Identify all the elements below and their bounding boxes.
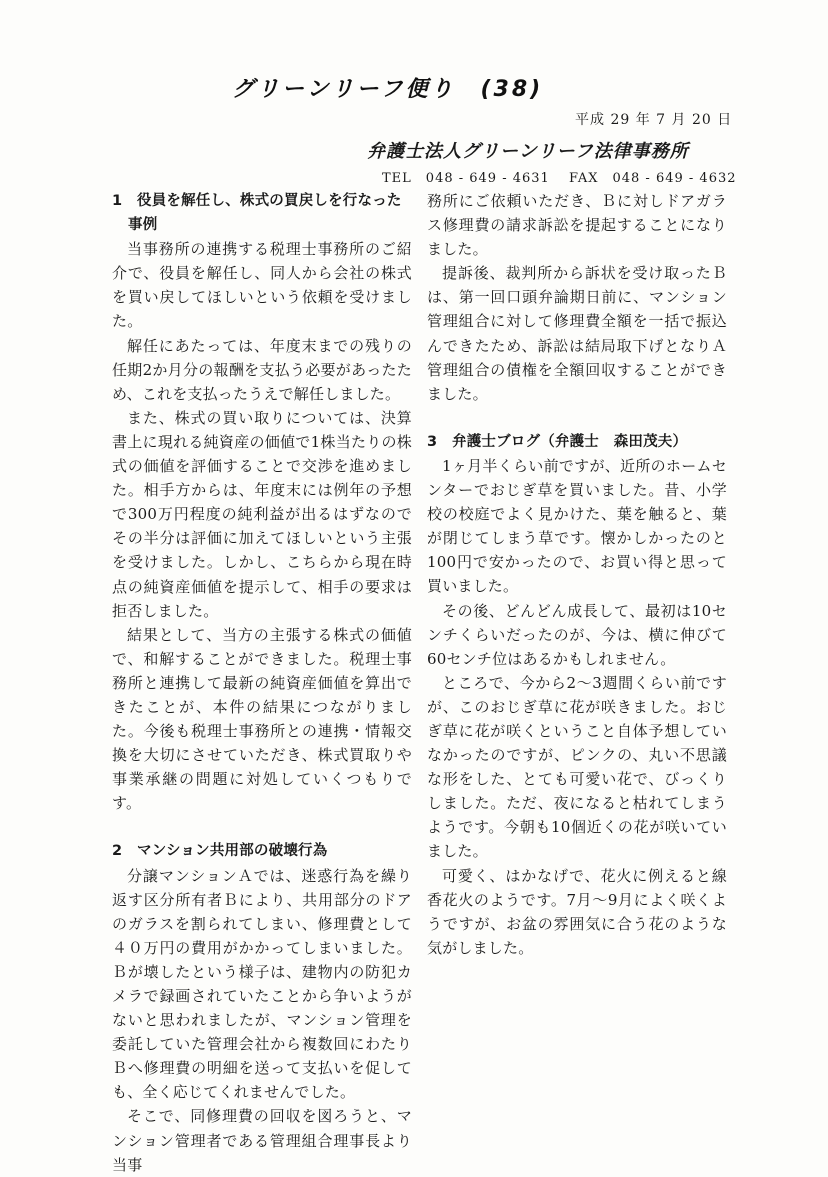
section-gap: [427, 406, 727, 430]
section-2-paragraph: そこで、同修理費の回収を図ろうと、マンション管理者である管理組合理事長より当事: [112, 1107, 412, 1174]
right-column: [427, 189, 727, 960]
section-3-paragraph: ところで、今から2～3週間くらい前ですが、このおじぎ草に花が咲きました。おじぎ草に花が咲くということ自体予想していなかったのですが、ピンクの、丸い不思議な形をした、とても可愛い花で、びっくりしました。ただ、夜になると枯れてしまうようです。今朝も10個近くの花が咲いていました。: [427, 673, 727, 861]
section-1-paragraph: 当事務所の連携する税理士事務所のご紹介で、役員を解任し、同人から会社の株式を買い戻してほしいという依頼を受けました。: [112, 240, 412, 331]
newsletter-title: グリーンリーフ便り (38): [232, 77, 544, 102]
left-column: [112, 189, 412, 1177]
section-2-heading: 2 マンション共用部の破壊行為: [112, 843, 328, 860]
law-firm-name: 弁護士法人グリーンリーフ法律事務所: [367, 141, 689, 162]
section-1-heading-line2: 事例: [128, 217, 158, 234]
section-3-heading: 3 弁護士ブログ（弁護士 森田茂夫）: [427, 433, 688, 450]
section-1-heading-line1: 1 役員を解任し、株式の買戻しを行なった: [112, 193, 402, 209]
section-2-paragraph-continued: 務所にご依頼いただき、Ｂに対しドアガラス修理費の請求訴訟を提起することになりました。: [427, 192, 727, 259]
issue-date: 平成 29 年 7 月 20 日: [575, 112, 733, 128]
section-3-paragraph: 1ヶ月半くらい前ですが、近所のホームセンターでおじぎ草を買いました。昔、小学校の校庭でよく見かけた、葉を触ると、葉が閉じてしまう草です。懐かしかったのと100円で安かったので、お買い得と思って買いました。: [427, 456, 727, 596]
contact-info: TEL 048 - 649 - 4631 FAX 048 - 649 - 4632: [382, 171, 737, 186]
section-2-paragraph: 分譲マンションＡでは、迷惑行為を繰り返す区分所有者Ｂにより、共用部分のドアのガラスを割られてしまい、修理費として４０万円の費用がかかってしまいました。Ｂが壊したという様子は、建物内の防犯カメラで録画されていたことから争いようがないと思われましたが、マンション管理を委託していた管理会社から複数回にわたりＢへ修理費の明細を送って支払いを促しても、全く応じてくれませんでした。: [112, 866, 412, 1102]
section-2-paragraph: 提訴後、裁判所から訴状を受け取ったＢは、第一回口頭弁論期日前に、マンション管理組合に対して修理費全額を一括で振込んできたため、訴訟は結局取下げとなりＡ管理組合の債権を全額回収することができました。: [427, 264, 727, 403]
section-1-paragraph: 解任にあたっては、年度末までの残りの任期2か月分の報酬を支払う必要があったため、これを支払ったうえで解任しました。: [112, 336, 412, 403]
section-1-heading: [112, 189, 412, 237]
section-3-paragraph: その後、どんどん成長して、最初は10センチくらいだったのが、今は、横に伸びて60センチ位はあるかもしれません。: [427, 601, 727, 668]
section-gap: [112, 815, 412, 839]
section-1-paragraph: 結果として、当方の主張する株式の価値で、和解することができました。税理士事務所と連携して最新の純資産価値を算出できたことが、本件の結果につながりました。今後も税理士事務所との連携・情報交換を大切にさせていただき、株式買取りや事業承継の問題に対処していくつもりです。: [112, 625, 412, 813]
section-3-paragraph: 可愛く、はかなげで、花火に例えると線香花火のようです。7月～9月によく咲くようですが、お盆の雰囲気に合う花のような気がしました。: [427, 866, 727, 957]
section-1-paragraph: また、株式の買い取りについては、決算書上に現れる純資産の価値で1株当たりの株式の価値を評価することで交渉を進めました。相手方からは、年度末には例年の予想で300万円程度の純利益が出るはずなのでその半分は評価に加えてほしいという主張を受けました。しかし、こちらから現在時点の純資産価値を提示して、相手の要求は拒否しました。: [112, 408, 412, 620]
